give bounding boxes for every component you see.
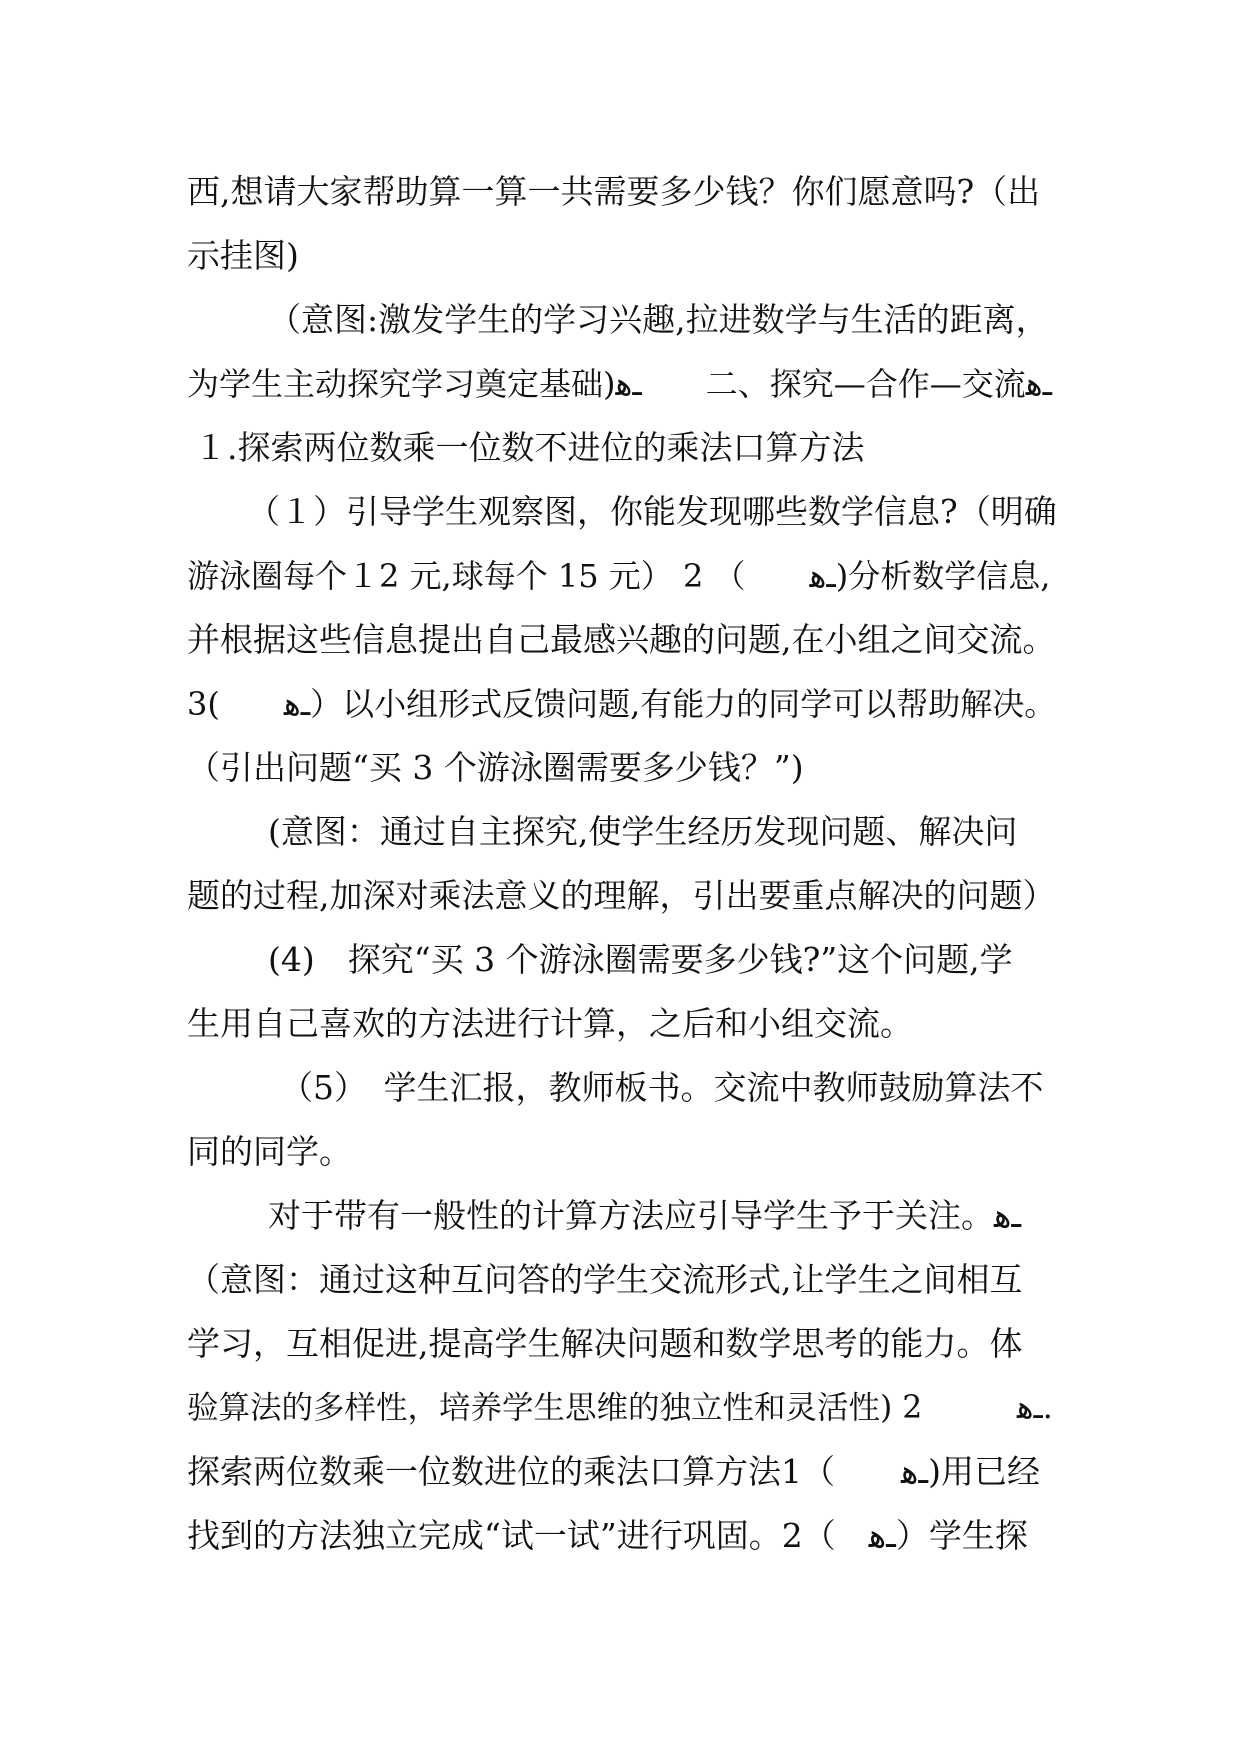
text-line-20: 验算法的多样性，培养学生思维的独立性和灵活性) 2 ـﮬ. (187, 1390, 1053, 1426)
text-line-13: (4) 探究“买 3 个游泳圈需要多少钱?”这个问题,学 (268, 940, 1013, 979)
text-line-7: 游泳圈每个１2 元,球每个 15 元） 2 （ ـﮬ)分析数学信息, (187, 557, 1051, 595)
text-line-10: （引出问题“买 3 个游泳圈需要多少钱？”) (187, 748, 804, 787)
text-line-16: 同的同学。 (187, 1132, 352, 1171)
text-line-12: 题的过程,加深对乘法意义的理解，引出要重点解决的问题） (187, 876, 1056, 915)
text-line-5: １.探索两位数乘一位数不进位的乘法口算方法 (194, 428, 865, 467)
text-line-15: （5） 学生汇报，教师板书。交流中教师鼓励算法不 (280, 1068, 1044, 1107)
text-line-18: （意图：通过这种互问答的学生交流形式,让学生之间相互 (187, 1260, 1023, 1299)
text-line-21: 探索两位数乘一位数进位的乘法口算方法1（ ـﮬ)用已经 (187, 1452, 1040, 1491)
text-line-8: 并根据这些信息提出自己最感兴趣的问题,在小组之间交流。 (187, 620, 1056, 659)
text-line-19: 学习，互相促进,提高学生解决问题和数学思考的能力。体 (187, 1324, 1023, 1363)
text-line-9: 3( ـﮬ）以小组形式反馈问题,有能力的同学可以帮助解决。 (187, 685, 1057, 723)
text-line-3: （意图:激发学生的学习兴趣,拉进数学与生活的距离， (268, 300, 1049, 339)
text-line-22: 找到的方法独立完成“试一试”进行巩固。2（ ـﮬ）学生探 (187, 1516, 1028, 1555)
text-line-17: 对于带有一般性的计算方法应引导学生予于关注。ـﮬ (268, 1196, 1022, 1235)
text-line-1: 西,想请大家帮助算一算一共需要多少钱？你们愿意吗?（出 (187, 172, 1041, 211)
text-line-14: 生用自己喜欢的方法进行计算，之后和小组交流。 (187, 1004, 913, 1043)
text-line-6: （１）引导学生观察图，你能发现哪些数学信息?（明确 (247, 492, 1057, 531)
text-line-11: (意图：通过自主探究,使学生经历发现问题、解决问 (268, 812, 1018, 851)
text-line-4: 为学生主动探究学习奠定基础)ـﮬ 二、探究—合作—交流ـﮬ (187, 365, 1053, 403)
text-line-2: 示挂图) (187, 236, 299, 275)
